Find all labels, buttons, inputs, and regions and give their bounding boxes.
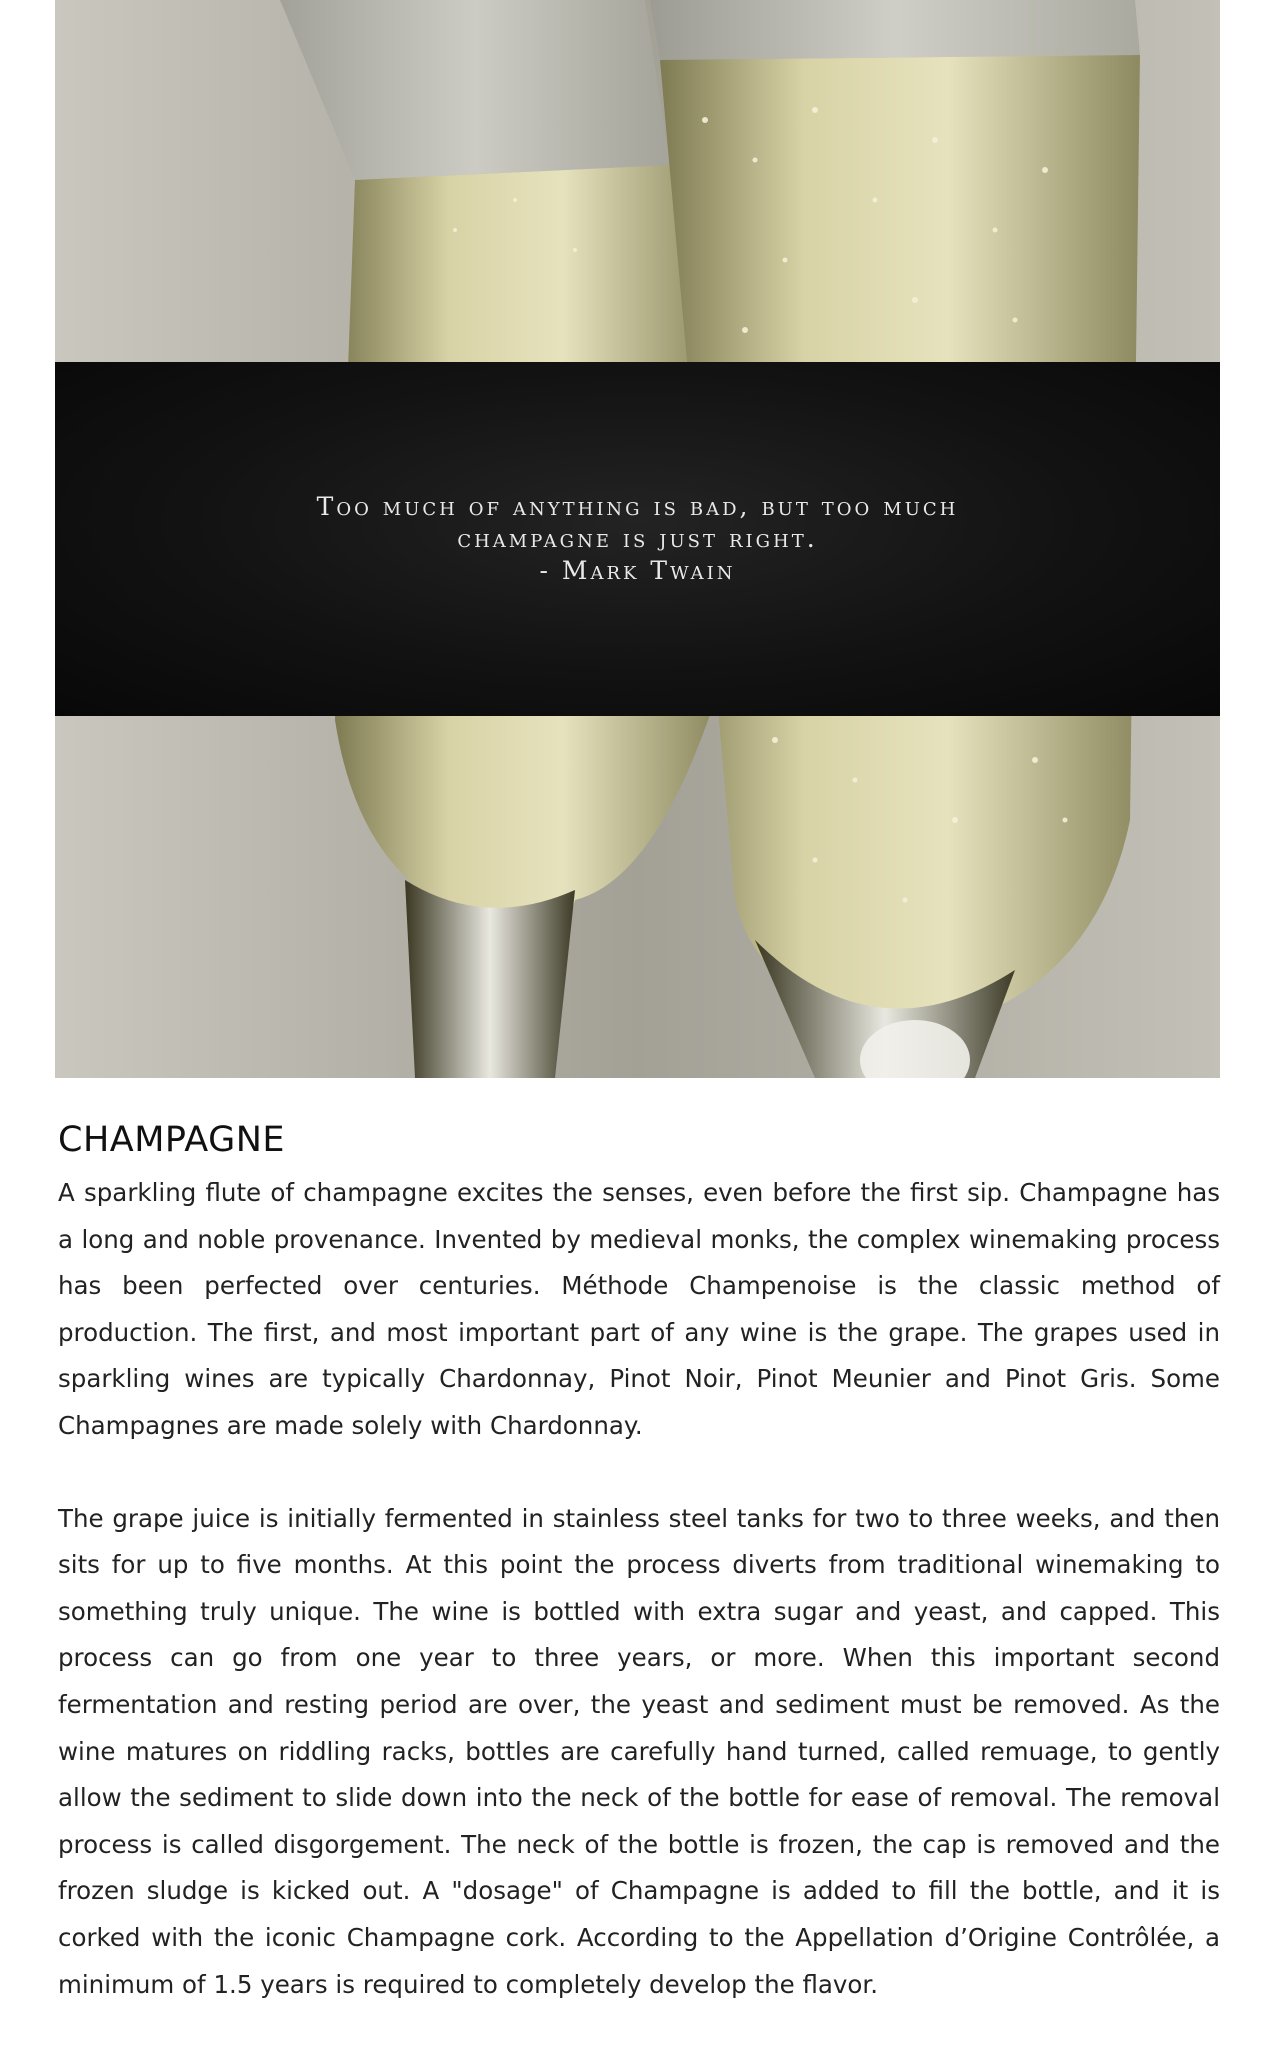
- article-heading: CHAMPAGNE: [58, 1120, 286, 1160]
- article: [58, 1120, 1220, 2008]
- quote: [278, 491, 998, 587]
- quote-line-1: Too much of anything is bad, but too much: [316, 492, 959, 521]
- quote-banner: [55, 362, 1220, 716]
- hero-image: [55, 0, 1220, 1078]
- article-paragraph-2: The grape juice is initially fermented in stainless steel tanks for two to three weeks, and then sits for up to five months. At this point the process diverts from traditional winemaking to something truly unique. The wine is bottled with extra sugar and yeast, and capped. This process can go from one year to three years, or more. When this important second fermentation and resting period are over, the yeast and sediment must be removed. As the wine matures on riddling racks, bottles are carefully hand turned, called remuage, to gently allow the sediment to slide down into the neck of the bottle for ease of removal. The removal process is called disgorgement. The neck of the bottle is frozen, the cap is removed and the frozen sludge is kicked out. A "dosage" of Champagne is added to fill the bottle, and it is corked with the iconic Champagne cork. According to the Appellation d’Origine Contrôlée, a minimum of 1.5 years is required to completely develop the flavor.: [58, 1503, 1220, 1999]
- article-paragraph-1: A sparkling flute of champagne excites the senses, even before the first sip. Champagne has a long and noble provenance. Invented by medieval monks, the complex winemaking process has been perfected over centuries. Méthode Champenoise is the classic method of production. The first, and most important part of any wine is the grape. The grapes used in sparkling wines are typically Chardonnay, Pinot Noir, Pinot Meunier and Pinot Gris. Some Champagnes are made solely with Chardonnay.: [58, 1178, 1220, 1440]
- quote-attribution: - Mark Twain: [539, 556, 736, 585]
- quote-line-2: champagne is just right.: [457, 524, 818, 553]
